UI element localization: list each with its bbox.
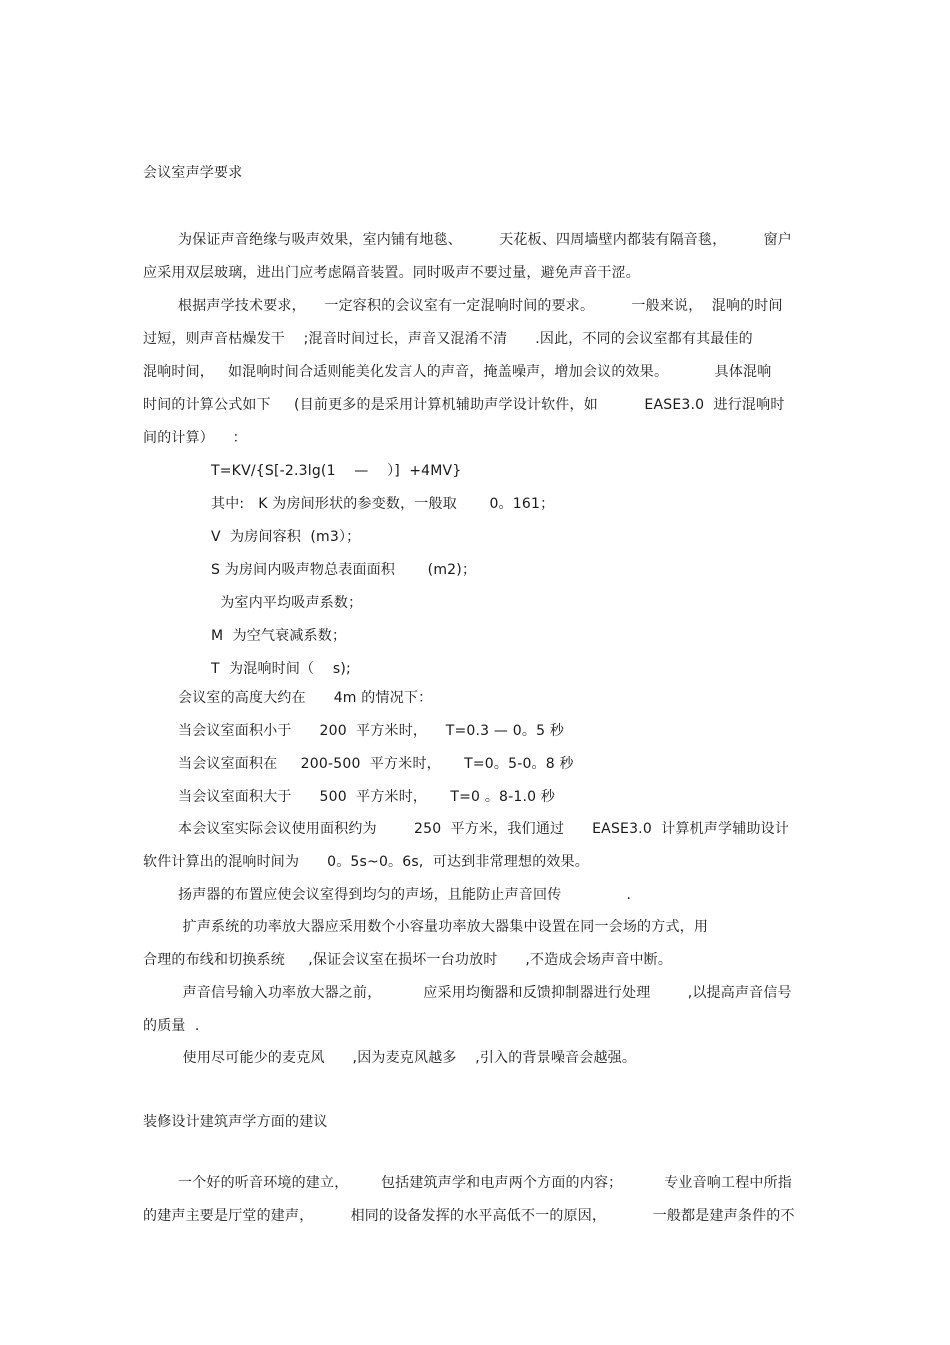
paragraph-5-line-1: 扩声系统的功率放大器应采用数个小容量功率放大器集中设置在同一会场的方式，用 <box>178 919 709 935</box>
paragraph-5-line-2: 合理的布线和切换系统 ,保证会议室在损坏一台功放时 ,不造成会场声音中断。 <box>143 952 673 968</box>
formula-k-definition: 其中: K 为房间形状的参变数，一般取 0。161； <box>211 496 555 512</box>
paragraph-1-line-1: 为保证声音绝缘与吸声效果，室内铺有地毯、 天花板、四周墙壁内都装有隔音毯， 窗户 <box>178 232 793 248</box>
section-2-paragraph-line-1: 一个好的听音环境的建立， 包括建筑声学和电声两个方面的内容； 专业音响工程中所指 <box>178 1175 793 1191</box>
paragraph-2-line-1: 根据声学技术要求， 一定容积的会议室有一定混响时间的要求。 一般来说， 混响的时间 <box>178 298 783 314</box>
paragraph-3-line-1: 本会议室实际会议使用面积约为 250 平方米，我们通过 EASE3.0 计算机声学辅助设计 <box>178 821 790 837</box>
paragraph-6-line-2: 的质量 . <box>143 1018 200 1034</box>
formula-alpha-definition: 为室内平均吸声系数； <box>211 595 363 611</box>
area-case-2: 当会议室面积在 200-500 平方米时， T=0。5-0。8 秒 <box>178 756 574 772</box>
formula-s-definition: S 为房间内吸声物总表面面积 (m2)； <box>211 562 477 578</box>
paragraph-2-line-4: 时间的计算公式如下 (目前更多的是采用计算机辅助声学设计软件，如 EASE3.0 进行混响时 <box>143 397 785 413</box>
formula-m-definition: M 为空气衰减系数； <box>211 628 347 644</box>
paragraph-4: 扬声器的布置应使会议室得到均匀的声场，且能防止声音回传 . <box>178 887 632 903</box>
formula-v-definition: V 为房间容积 (m3）； <box>211 529 361 545</box>
paragraph-2-line-3: 混响时间， 如混响时间合适则能美化发言人的声音，掩盖噪声，增加会议的效果。 具体混响 <box>143 364 772 380</box>
paragraph-6-line-1: 声音信号输入功率放大器之前， 应采用均衡器和反馈抑制器进行处理 ,以提高声音信号 <box>178 985 792 1001</box>
paragraph-7: 使用尽可能少的麦克风 ,因为麦克风越多 ,引入的背景噪音会越强。 <box>178 1050 637 1066</box>
section-title-meeting-room-acoustics: 会议室声学要求 <box>143 165 243 181</box>
paragraph-2-line-5: 间的计算） ： <box>143 430 247 446</box>
height-note: 会议室的高度大约在 4m 的情况下： <box>178 690 433 706</box>
paragraph-2-line-2: 过短，则声音枯燥发干 ;混音时间过长，声音又混淆不清 .因此，不同的会议室都有其最佳的 <box>143 331 753 347</box>
paragraph-1-line-2: 应采用双层玻璃，进出门应考虑隔音装置。同时吸声不要过量，避免声音干涩。 <box>143 265 640 281</box>
area-case-1: 当会议室面积小于 200 平方米时， T=0.3 — 0。5 秒 <box>178 723 565 739</box>
area-case-3: 当会议室面积大于 500 平方米时， T=0 。8-1.0 秒 <box>178 789 556 805</box>
paragraph-3-line-2: 软件计算出的混响时间为 0。5s~0。6s, 可达到非常理想的效果。 <box>143 854 589 870</box>
section-2-paragraph-line-2: 的建声主要是厅堂的建声， 相同的设备发挥的水平高低不一的原因， 一般都是建声条件的不 <box>143 1208 795 1224</box>
reverb-formula: T=KV/{S[-2.3lg(1 — ）] +4MV} <box>211 463 462 479</box>
section-title-decoration-acoustics: 装修设计建筑声学方面的建议 <box>143 1114 328 1130</box>
formula-t-definition: T 为混响时间（ s); <box>211 661 351 677</box>
